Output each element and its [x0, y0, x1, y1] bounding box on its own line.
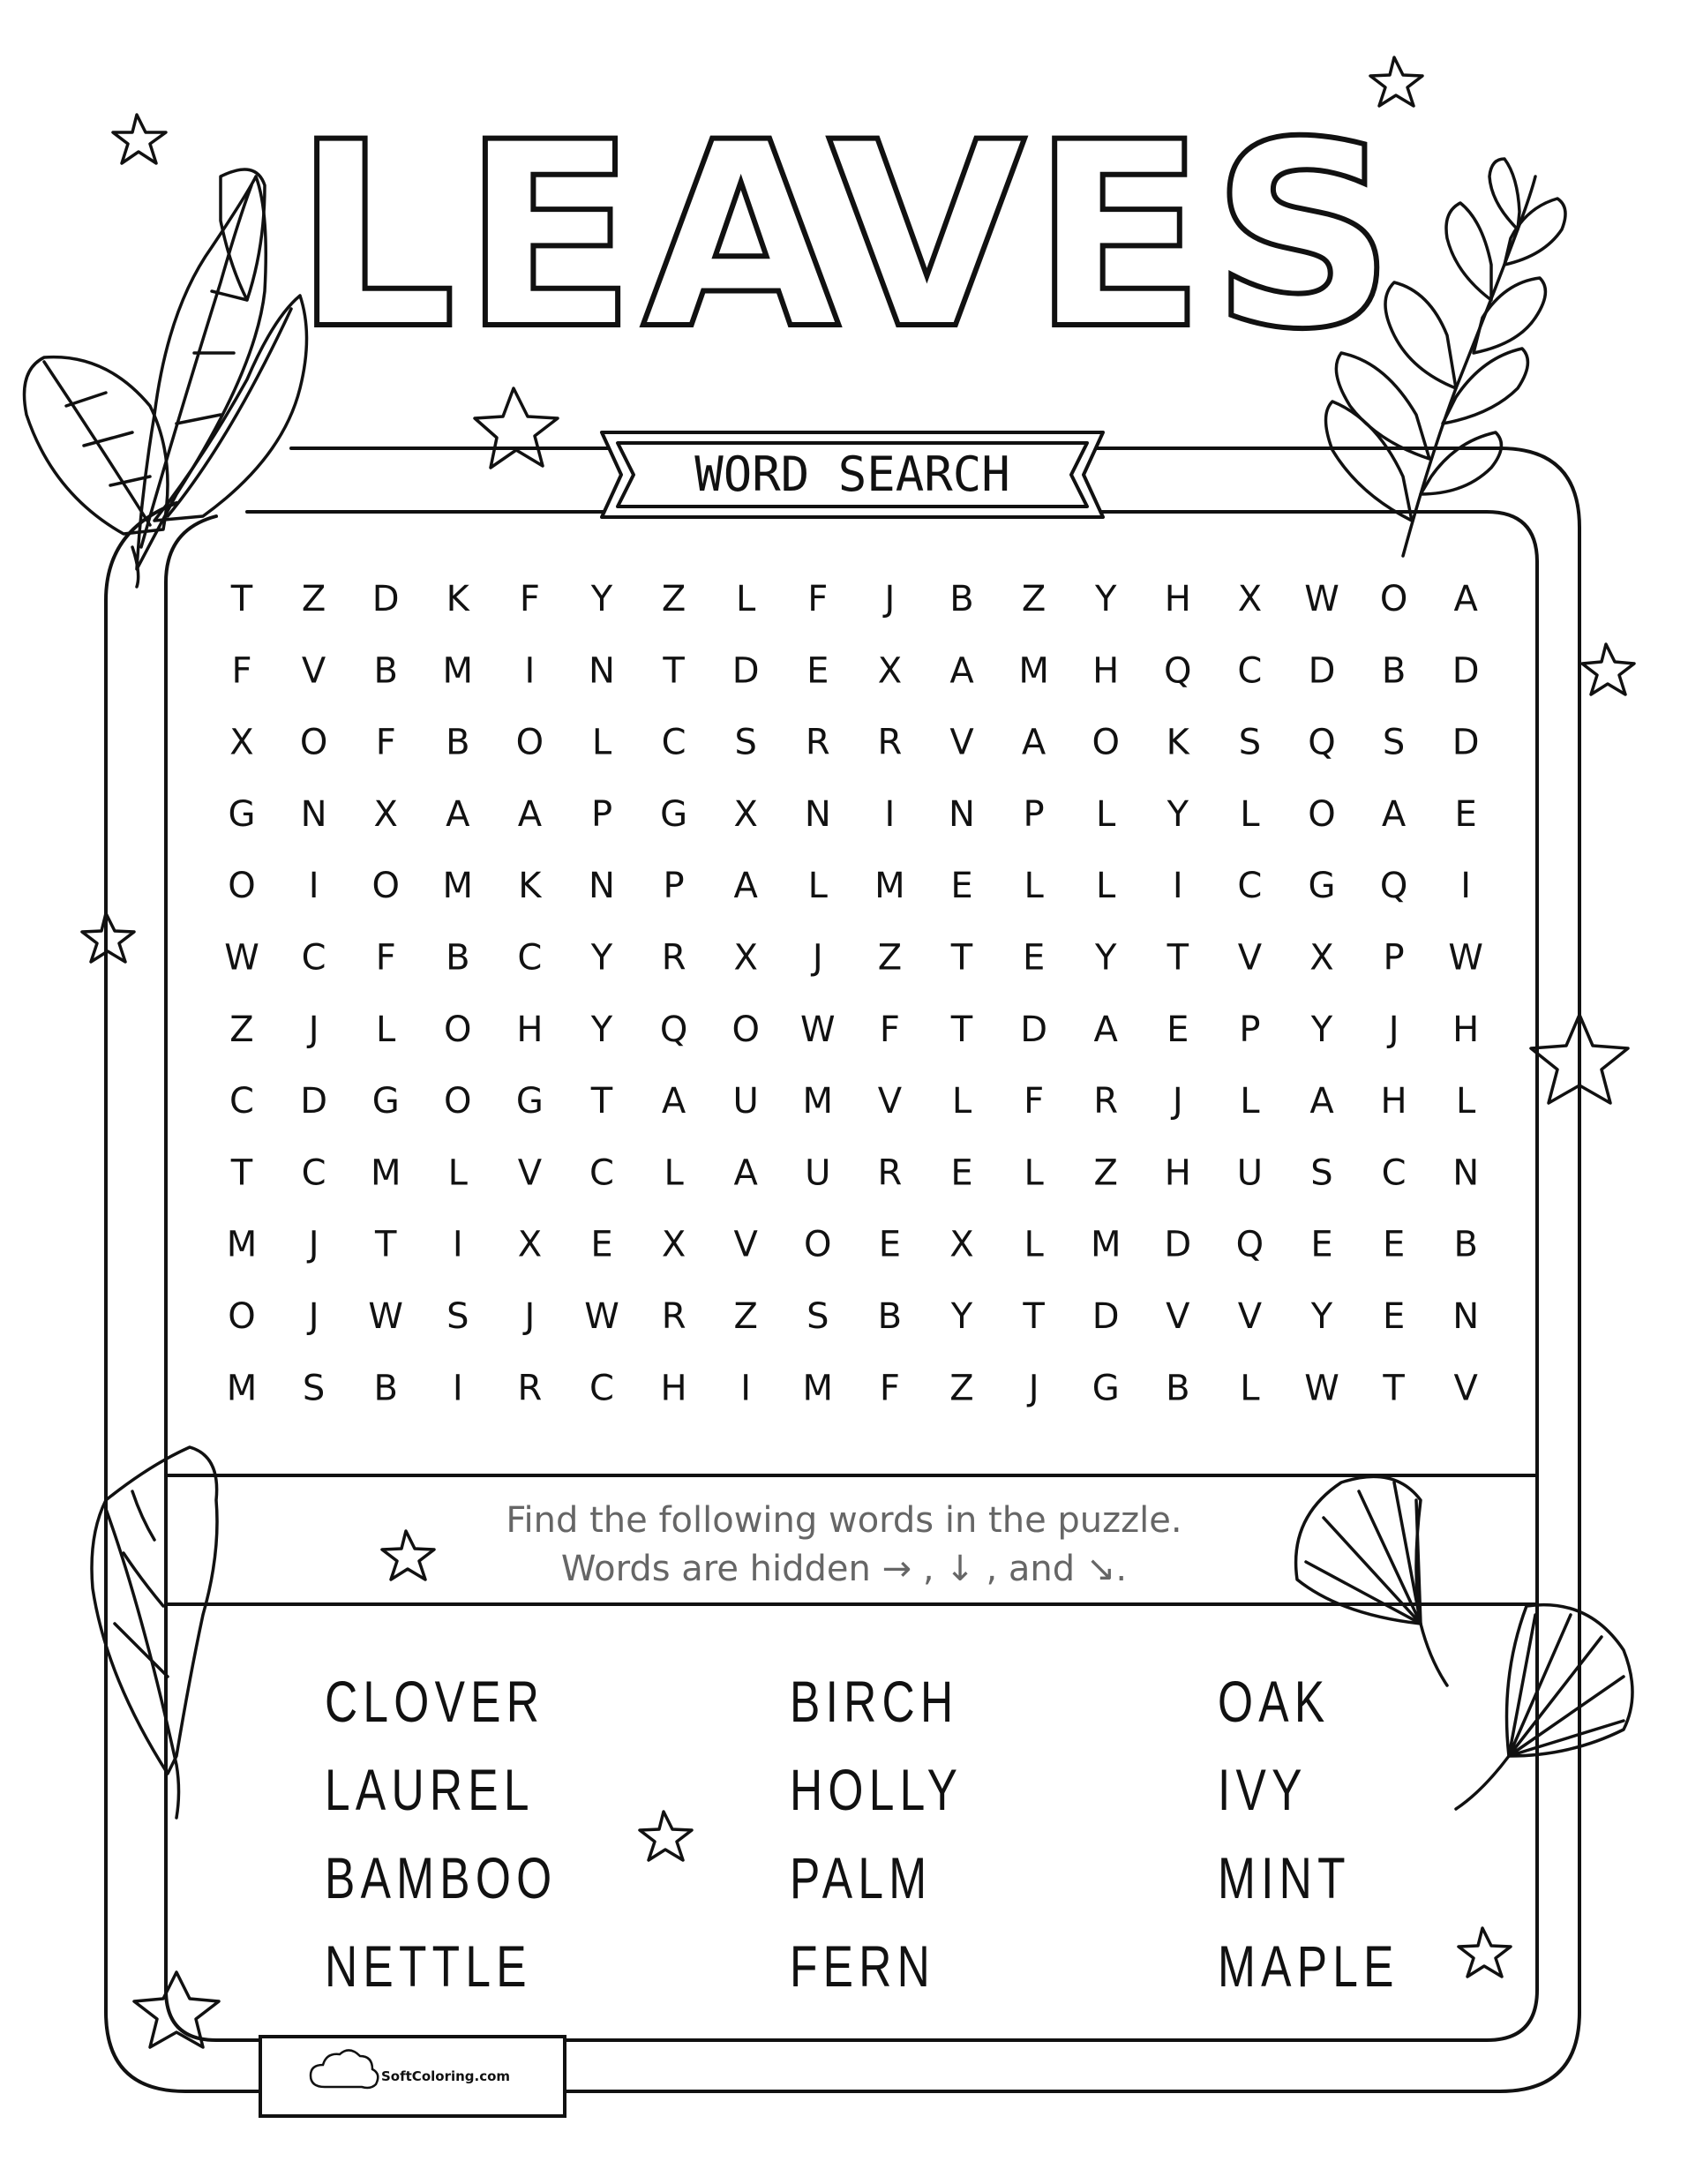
grid-letter: B [949, 579, 974, 619]
grid-letter: V [1166, 1296, 1190, 1337]
grid-letter: U [805, 1152, 831, 1194]
grid-letter: J [1172, 1081, 1183, 1122]
grid-letter: E [1382, 1224, 1406, 1265]
grid-letter: Y [590, 579, 613, 619]
grid-letter: N [589, 866, 615, 907]
grid-letter: K [1166, 722, 1189, 763]
grid-letter: E [1310, 1224, 1333, 1265]
word-list-item: IVY [1218, 1757, 1308, 1822]
grid-letter: A [1309, 1081, 1334, 1122]
grid-letter: I [452, 1368, 463, 1409]
grid-letter: Q [1308, 722, 1336, 763]
instruction-line-1: Find the following words in the puzzle. [506, 1500, 1182, 1541]
grid-letter: L [1240, 1368, 1260, 1409]
grid-letter: Z [949, 1368, 974, 1409]
grid-letter: G [1308, 866, 1336, 907]
grid-letter: V [949, 722, 974, 763]
grid-letter: A [1093, 1009, 1118, 1050]
grid-letter: X [517, 1224, 543, 1265]
grid-letter: G [228, 793, 256, 835]
grid-letter: F [879, 1009, 900, 1050]
grid-letter: E [1382, 1296, 1406, 1337]
word-list-item: BIRCH [790, 1669, 959, 1734]
grid-letter: J [812, 937, 823, 979]
grid-letter: R [1093, 1081, 1119, 1122]
grid-letter: L [951, 1081, 972, 1122]
grid-letter: B [373, 1368, 398, 1409]
grid-letter: A [1453, 579, 1478, 619]
grid-letter: Z [229, 1009, 254, 1050]
grid-letter: E [878, 1224, 902, 1265]
grid-letter: J [308, 1009, 319, 1050]
grid-letter: F [231, 650, 252, 692]
grid-letter: E [950, 866, 973, 907]
grid-letter: A [1021, 722, 1047, 763]
grid-letter: L [1024, 866, 1044, 907]
grid-letter: J [1388, 1009, 1399, 1050]
grid-letter: D [1452, 650, 1480, 692]
grid-letter: S [446, 1296, 469, 1337]
grid-letter: B [1381, 650, 1407, 692]
grid-letter: T [663, 650, 685, 692]
grid-letter: Z [301, 579, 326, 619]
grid-letter: J [1028, 1368, 1039, 1409]
grid-letter: X [949, 1224, 974, 1265]
grid-letter: M [1018, 650, 1049, 692]
grid-letter: N [949, 793, 975, 835]
grid-letter: V [733, 1224, 758, 1265]
grid-letter: Y [1310, 1296, 1333, 1337]
grid-letter: B [446, 937, 470, 979]
grid-letter: L [591, 722, 612, 763]
grid-letter: A [733, 1152, 758, 1194]
grid-letter: T [950, 1009, 973, 1050]
grid-letter: W [224, 937, 259, 979]
grid-letter: L [1240, 793, 1260, 835]
grid-letter: T [230, 579, 253, 619]
grid-letter: E [590, 1224, 613, 1265]
grid-letter: E [1454, 793, 1477, 835]
grid-letter: N [589, 650, 615, 692]
grid-letter: C [301, 1152, 326, 1194]
grid-letter: K [446, 579, 469, 619]
grid-letter: O [228, 1296, 256, 1337]
grid-letter: R [661, 937, 686, 979]
grid-letter: L [1096, 793, 1116, 835]
subtitle: WORD SEARCH [694, 447, 1010, 502]
grid-letter: X [1237, 579, 1263, 619]
grid-letter: Z [733, 1296, 758, 1337]
grid-letter: O [1092, 722, 1120, 763]
grid-letter: I [308, 866, 319, 907]
grid-letter: N [1452, 1152, 1480, 1194]
grid-letter: C [1237, 866, 1263, 907]
grid-letter: Q [1379, 866, 1408, 907]
grid-letter: B [877, 1296, 903, 1337]
grid-letter: T [1023, 1296, 1045, 1337]
grid-letter: M [226, 1368, 258, 1409]
grid-letter: H [1092, 650, 1120, 692]
letter-grid [224, 579, 1483, 1408]
grid-letter: S [1238, 722, 1262, 763]
grid-letter: L [1024, 1152, 1044, 1194]
word-list-item: HOLLY [790, 1757, 964, 1822]
grid-letter: C [589, 1152, 614, 1194]
grid-letter: S [1382, 722, 1406, 763]
grid-letter: P [1383, 937, 1405, 979]
grid-letter: M [442, 866, 474, 907]
grid-letter: G [1092, 1368, 1120, 1409]
grid-letter: U [1236, 1152, 1264, 1194]
word-list-item: FERN [790, 1933, 936, 1999]
grid-letter: L [807, 866, 828, 907]
grid-letter: Q [1164, 650, 1192, 692]
grid-letter: L [1024, 1224, 1044, 1265]
grid-letter: L [736, 579, 756, 619]
grid-letter: I [524, 650, 536, 692]
grid-letter: P [1239, 1009, 1261, 1050]
grid-letter: C [1237, 650, 1263, 692]
grid-letter: B [1453, 1224, 1478, 1265]
grid-letter: O [444, 1081, 472, 1122]
grid-letter: E [806, 650, 829, 692]
grid-letter: H [516, 1009, 544, 1050]
grid-letter: S [302, 1368, 326, 1409]
word-list-item: MINT [1218, 1845, 1351, 1910]
grid-letter: C [1381, 1152, 1407, 1194]
grid-letter: P [590, 793, 613, 835]
grid-letter: K [518, 866, 542, 907]
grid-letter: J [524, 1296, 536, 1337]
grid-letter: V [1237, 937, 1263, 979]
grid-letter: F [1024, 1081, 1045, 1122]
grid-letter: S [806, 1296, 829, 1337]
grid-letter: B [446, 722, 470, 763]
grid-letter: T [374, 1224, 397, 1265]
grid-letter: O [1308, 793, 1336, 835]
grid-letter: T [590, 1081, 613, 1122]
grid-letter: A [446, 793, 470, 835]
grid-letter: C [301, 937, 326, 979]
grid-letter: M [370, 1152, 401, 1194]
word-list-item: MAPLE [1218, 1933, 1399, 1999]
grid-letter: U [732, 1081, 759, 1122]
grid-letter: M [802, 1368, 834, 1409]
grid-letter: L [376, 1009, 396, 1050]
grid-letter: R [805, 722, 830, 763]
grid-letter: G [660, 793, 688, 835]
grid-letter: E [950, 1152, 973, 1194]
logo-text: SoftColoring.com [381, 2068, 511, 2084]
grid-letter: X [733, 793, 758, 835]
word-list-item: OAK [1218, 1669, 1331, 1734]
grid-letter: O [731, 1009, 760, 1050]
grid-letter: A [661, 1081, 686, 1122]
grid-letter: A [517, 793, 543, 835]
grid-letter: Y [1094, 937, 1117, 979]
logo-box [260, 2037, 565, 2116]
grid-letter: O [444, 1009, 472, 1050]
grid-letter: A [949, 650, 974, 692]
grid-letter: M [802, 1081, 834, 1122]
word-list-item: LAUREL [325, 1757, 535, 1822]
grid-letter: J [308, 1296, 319, 1337]
grid-letter: O [299, 722, 328, 763]
grid-letter: D [371, 579, 400, 619]
grid-letter: S [734, 722, 757, 763]
grid-letter: F [879, 1368, 900, 1409]
page-title: LEAVES [293, 88, 1401, 386]
grid-letter: T [1383, 1368, 1405, 1409]
grid-letter: S [1310, 1152, 1333, 1194]
grid-letter: W [800, 1009, 836, 1050]
grid-letter: E [1022, 937, 1046, 979]
grid-letter: X [661, 1224, 686, 1265]
grid-letter: G [371, 1081, 400, 1122]
grid-letter: B [1166, 1368, 1190, 1409]
grid-letter: X [1309, 937, 1334, 979]
grid-letter: F [375, 722, 396, 763]
leaf-cluster-top-left [25, 169, 307, 587]
grid-letter: O [228, 866, 256, 907]
grid-letter: Y [590, 937, 613, 979]
grid-letter: Y [1167, 793, 1189, 835]
grid-letter: C [517, 937, 543, 979]
word-list-item: CLOVER [325, 1669, 545, 1734]
grid-letter: Z [1093, 1152, 1118, 1194]
grid-letter: V [877, 1081, 903, 1122]
grid-letter: V [517, 1152, 543, 1194]
grid-letter: O [515, 722, 544, 763]
word-list-item: PALM [790, 1845, 933, 1910]
grid-letter: J [308, 1224, 319, 1265]
grid-letter: Y [1094, 579, 1117, 619]
instruction-line-2: Words are hidden → , ↓ , and ↘. [560, 1549, 1128, 1589]
grid-letter: D [1020, 1009, 1048, 1050]
grid-letter: W [368, 1296, 403, 1337]
grid-letter: Z [1021, 579, 1047, 619]
grid-letter: W [1304, 579, 1339, 619]
grid-letter: M [1090, 1224, 1122, 1265]
grid-letter: C [661, 722, 686, 763]
grid-letter: V [301, 650, 326, 692]
grid-letter: I [1172, 866, 1183, 907]
grid-letter: H [1452, 1009, 1480, 1050]
grid-letter: O [1379, 579, 1408, 619]
grid-letter: Z [877, 937, 903, 979]
grid-letter: T [950, 937, 973, 979]
grid-letter: C [589, 1368, 614, 1409]
grid-letter: X [733, 937, 758, 979]
grid-letter: R [877, 1152, 903, 1194]
grid-letter: D [1092, 1296, 1120, 1337]
grid-letter: L [1456, 1081, 1476, 1122]
grid-letter: L [1096, 866, 1116, 907]
grid-letter: E [1167, 1009, 1189, 1050]
grid-letter: D [300, 1081, 328, 1122]
grid-letter: M [442, 650, 474, 692]
word-list-item: BAMBOO [325, 1845, 558, 1910]
grid-letter: H [1380, 1081, 1407, 1122]
grid-letter: P [663, 866, 685, 907]
grid-letter: R [877, 722, 903, 763]
grid-letter: D [1308, 650, 1336, 692]
grid-letter: A [733, 866, 758, 907]
grid-letter: V [1453, 1368, 1478, 1409]
grid-letter: B [373, 650, 398, 692]
grid-letter: F [807, 579, 829, 619]
grid-letter: G [515, 1081, 544, 1122]
grid-letter: N [804, 793, 831, 835]
grid-letter: Y [590, 1009, 613, 1050]
grid-letter: L [1240, 1081, 1260, 1122]
grid-letter: O [371, 866, 400, 907]
grid-letter: Z [661, 579, 686, 619]
grid-letter: H [1164, 1152, 1191, 1194]
grid-letter: F [519, 579, 540, 619]
grid-letter: L [664, 1152, 684, 1194]
grid-letter: O [804, 1224, 832, 1265]
grid-letter: I [740, 1368, 752, 1409]
grid-letter: W [1448, 937, 1483, 979]
grid-letter: R [517, 1368, 543, 1409]
grid-letter: D [731, 650, 760, 692]
grid-letter: A [1381, 793, 1407, 835]
grid-letter: N [1452, 1296, 1480, 1337]
grid-letter: T [1167, 937, 1189, 979]
grid-letter: J [884, 579, 896, 619]
grid-letter: X [877, 650, 903, 692]
grid-letter: Y [1310, 1009, 1333, 1050]
grid-letter: V [1237, 1296, 1263, 1337]
grid-letter: Q [1235, 1224, 1264, 1265]
grid-letter: F [375, 937, 396, 979]
grid-letter: Y [950, 1296, 973, 1337]
grid-letter: D [1164, 1224, 1192, 1265]
grid-letter: X [229, 722, 254, 763]
grid-letter: P [1023, 793, 1045, 835]
grid-letter: H [1164, 579, 1191, 619]
grid-letter: M [874, 866, 905, 907]
grid-letter: Q [659, 1009, 688, 1050]
grid-letter: W [584, 1296, 619, 1337]
grid-letter: D [1452, 722, 1480, 763]
grid-letter: I [1460, 866, 1472, 907]
grid-letter: M [226, 1224, 258, 1265]
grid-letter: X [373, 793, 398, 835]
grid-letter: R [661, 1296, 686, 1337]
grid-letter: W [1304, 1368, 1339, 1409]
grid-letter: C [229, 1081, 254, 1122]
grid-letter: T [230, 1152, 253, 1194]
grid-letter: N [300, 793, 327, 835]
grid-letter: H [660, 1368, 687, 1409]
grid-letter: I [452, 1224, 463, 1265]
grid-letter: I [884, 793, 896, 835]
grid-letter: L [447, 1152, 468, 1194]
word-list-item: NETTLE [325, 1933, 532, 1999]
